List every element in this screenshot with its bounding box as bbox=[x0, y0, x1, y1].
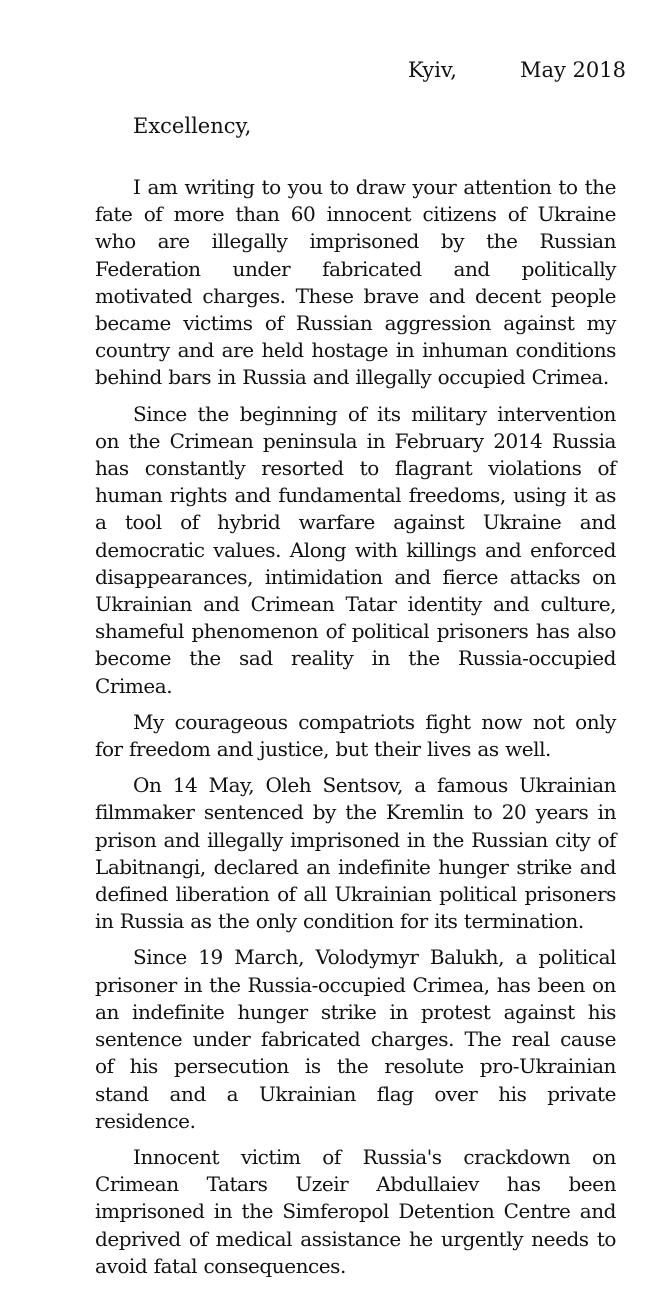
paragraph-5: Since 19 March, Volodymyr Balukh, a political prisoner in the Russia-occupied Crimea, has been on an indefinite hunger strike in protest against his sentence under fabricated charges. The real cause of his persecution is the resolute pro-Ukrainian stand and a Ukrainian flag over his private residence. bbox=[95, 945, 616, 1133]
paragraph-4: On 14 May, Oleh Sentsov, a famous Ukrainian filmmaker sentenced by the Kremlin to 20 years in prison and illegally imprisoned in the Russian city of Labitnangi, declared an indefinite hunger strike and defined liberation of all Ukrainian political prisoners in Russia as the only condition for its termination. bbox=[95, 773, 616, 934]
letter-body bbox=[95, 174, 616, 1289]
paragraph-2: Since the beginning of its military intervention on the Crimean peninsula in February 2014 Russia has constantly resorted to flagrant violations of human rights and fundamental freedoms, using it as a tool of hybrid warfare against Ukraine and democratic values. Along with killings and enforced disappearances, intimidation and fierce attacks on Ukrainian and Crimean Tatar identity and culture, shameful phenomenon of political prisoners has also become the sad reality in the Russia-occupied Crimea. bbox=[95, 401, 616, 698]
paragraph-6: Innocent victim of Russia's crackdown on Crimean Tatars Uzeir Abdullaiev has been imprisoned in the Simferopol Detention Centre and deprived of medical assistance he urgently needs to avoid fatal consequences. bbox=[95, 1144, 616, 1278]
paragraph-3: My courageous compatriots fight now not only for freedom and justice, but their lives as well. bbox=[95, 709, 616, 762]
letter-date: May 2018 bbox=[520, 58, 627, 82]
letter-city: Kyiv, bbox=[408, 58, 457, 82]
letter-salutation: Excellency, bbox=[133, 114, 252, 138]
paragraph-1: I am writing to you to draw your attention to the fate of more than 60 innocent citizens of Ukraine who are illegally imprisoned by the Russian Federation under fabricated and politically motivated charges. These brave and decent people became victims of Russian aggression against my country and are held hostage in inhuman conditions behind bars in Russia and illegally occupied Crimea. bbox=[95, 175, 616, 390]
letter-header bbox=[0, 54, 665, 86]
